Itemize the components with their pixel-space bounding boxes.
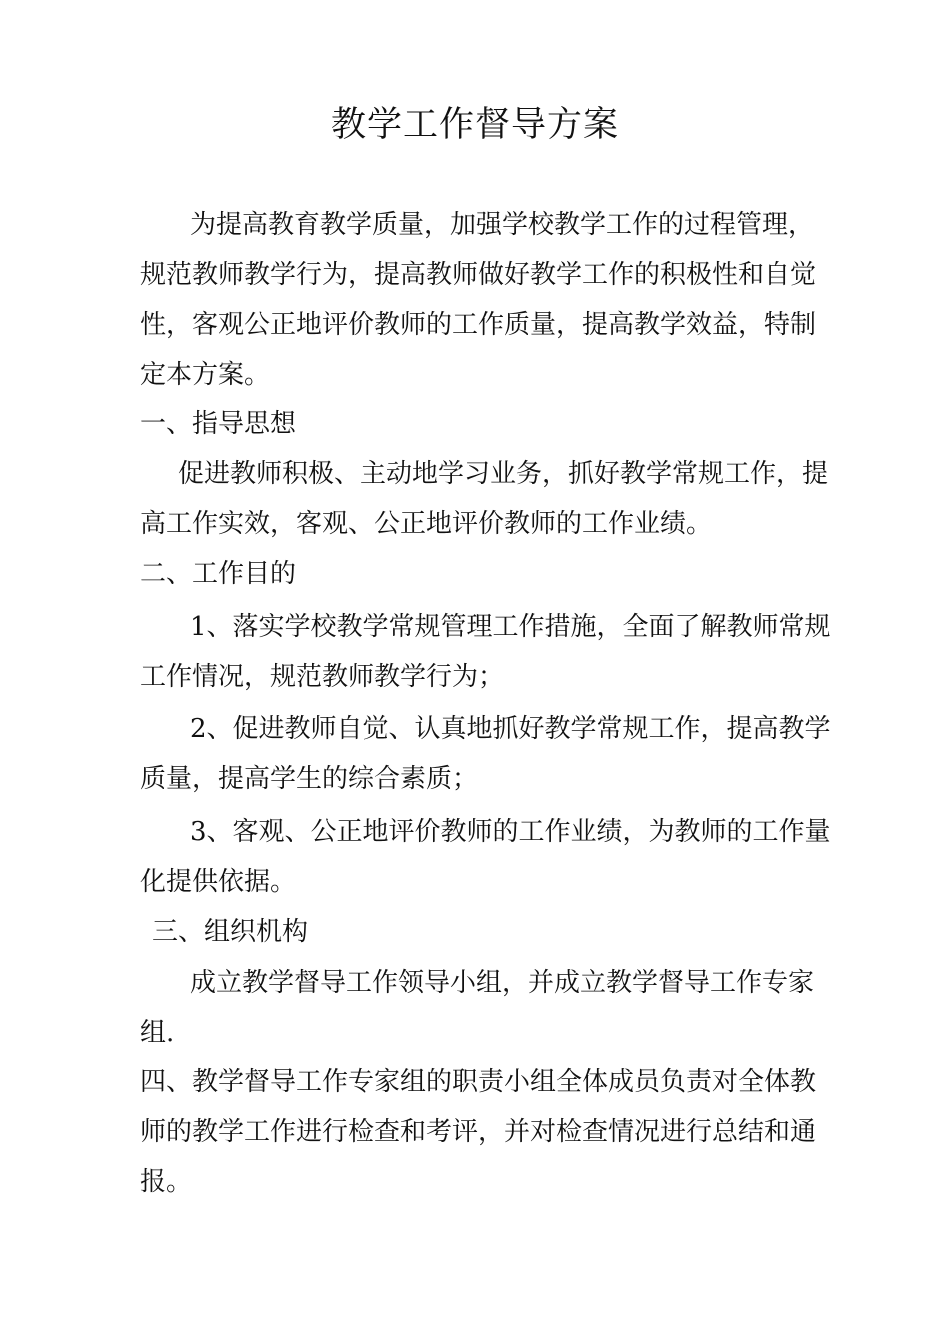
section4-line-1: 四、教学督导工作专家组的职责小组全体成员负责对全体教 [140, 1067, 817, 1097]
intro-line-2: 规范教师教学行为，提高教师做好教学工作的积极性和自觉 [140, 260, 817, 290]
section3-line-1: 成立教学督导工作领导小组，并成立教学督导工作专家 [190, 968, 815, 998]
document-title: 教学工作督导方案 [330, 105, 619, 145]
section2-item3-line-2: 化提供依据。 [140, 867, 297, 897]
section2-item1-line-2: 工作情况，规范教师教学行为； [140, 662, 505, 692]
section-heading-organization: 三、组织机构 [152, 917, 309, 947]
intro-line-3: 性，客观公正地评价教师的工作质量，提高教学效益，特制 [140, 310, 817, 340]
section2-item3-line-1: 3、客观、公正地评价教师的工作业绩，为教师的工作量 [190, 817, 831, 847]
section1-line-2: 高工作实效，客观、公正地评价教师的工作业绩。 [140, 509, 713, 539]
section2-item2-line-2: 质量，提高学生的综合素质； [140, 764, 479, 794]
section-heading-work-purpose: 二、工作目的 [140, 559, 297, 589]
section2-item1-line-1: 1、落实学校教学常规管理工作措施，全面了解教师常规 [190, 612, 831, 642]
section4-line-2: 师的教学工作进行检查和考评，并对检查情况进行总结和通 [140, 1117, 817, 1147]
section-heading-guiding-ideology: 一、指导思想 [140, 409, 297, 439]
section2-item2-line-1: 2、促进教师自觉、认真地抓好教学常规工作，提高教学 [190, 714, 831, 744]
section3-line-2: 组. [140, 1018, 175, 1048]
intro-line-1: 为提高教育教学质量，加强学校教学工作的过程管理， [190, 210, 815, 240]
intro-line-4: 定本方案。 [140, 360, 271, 390]
section4-line-3: 报。 [140, 1167, 193, 1197]
section1-line-1: 促进教师积极、主动地学习业务，抓好教学常规工作，提 [178, 459, 829, 489]
